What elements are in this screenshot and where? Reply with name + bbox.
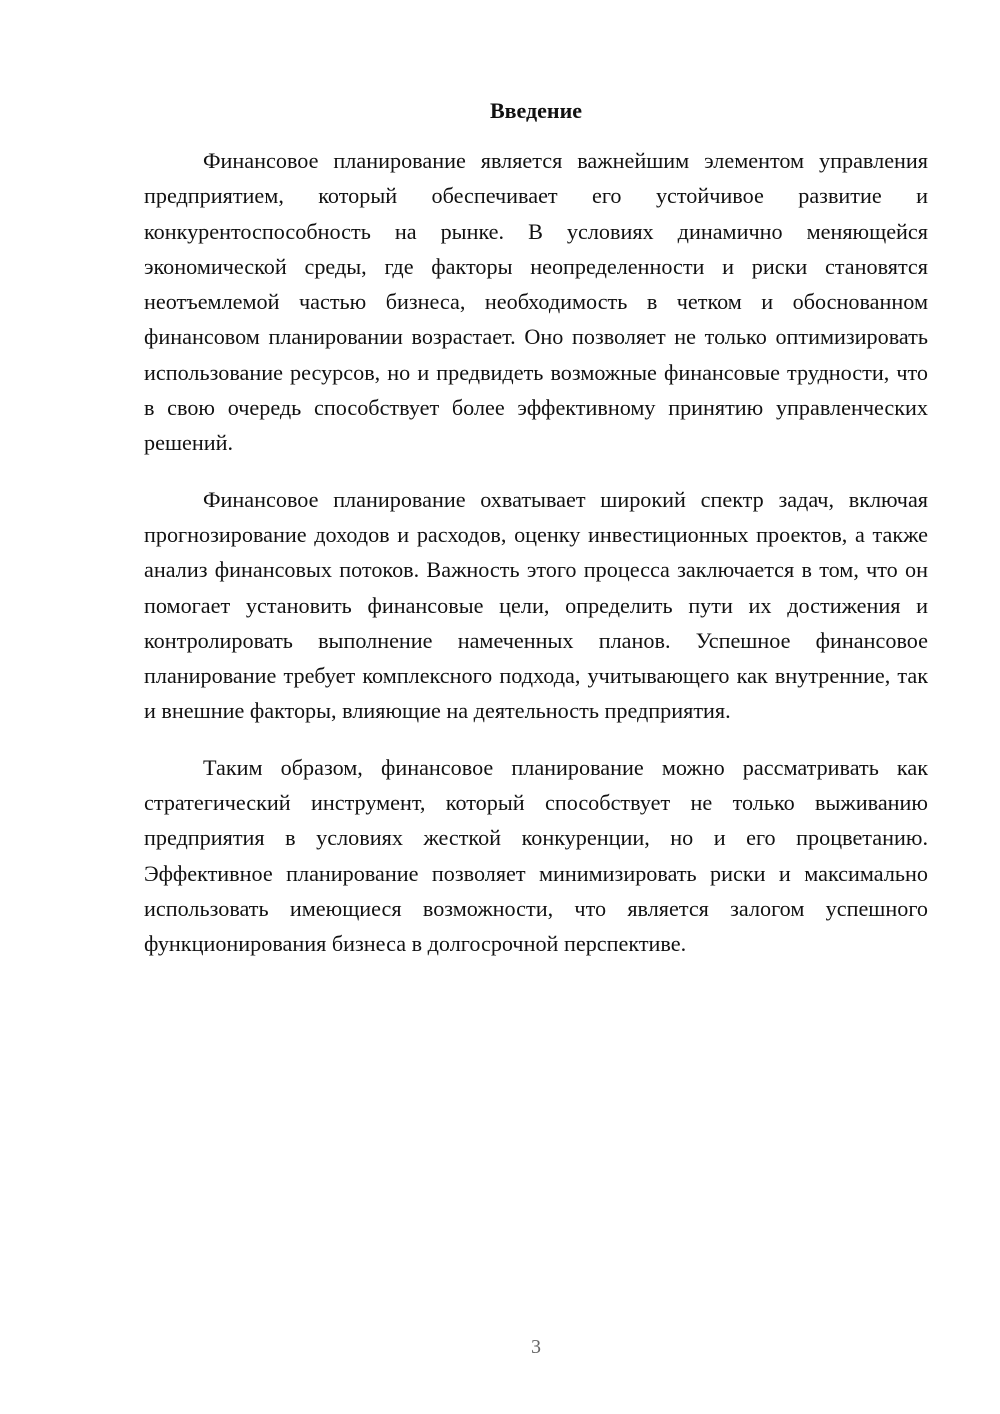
page-number: 3 <box>531 1336 541 1358</box>
paragraph-2: Финансовое планирование охватывает широкий спектр задач, включая прогнозирование доходов и расходов, оценку инвестиционных проектов, а также анализ финансовых потоков. Важность этого процесса заключается в том, что он помогает установить финансовые цели, определить пути их достижения и контролировать выполнение намеченных планов. Успешное финансовое планирование требует комплексного подхода, учитывающего как внутренние, так и внешние факторы, влияющие на деятельность предприятия. <box>144 486 928 724</box>
section-heading: Введение <box>489 98 583 123</box>
body-text <box>144 143 928 983</box>
paragraph-1: Финансовое планирование является важнейшим элементом управления предприятием, который обеспечивает его устойчивое развитие и конкурентоспособность на рынке. В условиях динамично меняющейся экономической среды, где факторы неопределенности и риски становятся неотъемлемой частью бизнеса, необходимость в четком и обоснованном финансовом планировании возрастает. Оно позволяет не только оптимизировать использование ресурсов, но и предвидеть возможные финансовые трудности, что в свою очередь способствует более эффективному принятию управленческих решений. <box>144 148 928 456</box>
paragraph-3: Таким образом, финансовое планирование можно рассматривать как стратегический инструмент, который способствует не только выживанию предприятия в условиях жесткой конкуренции, но и его процветанию. Эффективное планирование позволяет минимизировать риски и максимально использовать имеющиеся возможности, что является залогом успешного функционирования бизнеса в долгосрочной перспективе. <box>144 754 928 957</box>
